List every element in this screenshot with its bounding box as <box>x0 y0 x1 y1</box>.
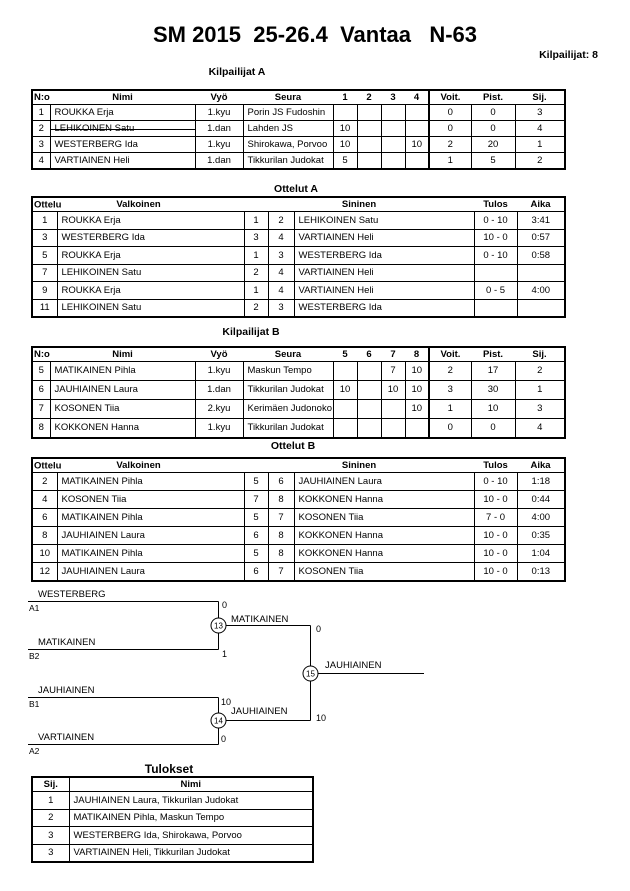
table-cell: 6 <box>32 509 57 527</box>
column-header: Vyö <box>195 90 243 105</box>
table-cell: ROUKKA Erja <box>50 105 195 121</box>
table-cell: 2 <box>429 362 471 381</box>
table-cell: 10 <box>333 121 357 137</box>
column-header-sininen: Sininen <box>244 197 474 212</box>
table-cell: 0 <box>471 105 515 121</box>
column-header: Nimi <box>50 347 195 362</box>
matches-a-title: Ottelut A <box>274 183 318 195</box>
table-cell: WESTERBERG Ida <box>57 229 244 247</box>
table-cell: 12 <box>32 563 57 581</box>
column-header <box>32 197 244 212</box>
table-row <box>32 121 565 137</box>
table-cell: 5 <box>471 153 515 169</box>
table-cell: 3 <box>268 247 294 265</box>
bracket-match-number: 14 <box>214 716 223 726</box>
table-cell: 3 <box>515 105 565 121</box>
table-cell: JAUHIAINEN Laura <box>57 527 244 545</box>
column-header: Voit. <box>429 347 471 362</box>
bracket-winner-name: JAUHIAINEN <box>231 706 288 717</box>
table-cell: 5 <box>244 473 268 491</box>
column-header: N:o <box>34 348 50 360</box>
table-cell <box>357 400 381 419</box>
table-cell: 4 <box>268 229 294 247</box>
table-cell: 10 <box>333 137 357 153</box>
competitors-count-label: Kilpailijat: 8 <box>539 49 598 61</box>
table-row <box>32 491 565 509</box>
table-cell: 2 <box>429 137 471 153</box>
table-cell: MATIKAINEN Pihla <box>57 509 244 527</box>
table-cell: 10 <box>405 137 429 153</box>
bracket-seed-label: A1 <box>29 603 40 613</box>
table-cell: 10 - 0 <box>474 527 517 545</box>
table-cell: 0 <box>429 419 471 438</box>
table-cell: 3 <box>429 381 471 400</box>
table-cell <box>474 264 517 282</box>
table-cell <box>381 137 405 153</box>
table-cell: VARTIAINEN Heli <box>50 153 195 169</box>
table-cell: KOSONEN Tiia <box>294 509 474 527</box>
table-cell <box>474 299 517 317</box>
table-cell: LEHIKOINEN Satu <box>57 299 244 317</box>
column-header-ottelu: Ottelu <box>34 198 62 210</box>
table-cell: 0 - 5 <box>474 282 517 300</box>
table-cell: KOKKONEN Hanna <box>294 491 474 509</box>
table-cell: ROUKKA Erja <box>57 212 244 230</box>
table-cell <box>381 400 405 419</box>
table-cell <box>381 419 405 438</box>
table-cell: 1:18 <box>517 473 565 491</box>
table-cell: VARTIAINEN Heli <box>294 229 474 247</box>
table-cell: 5 <box>32 362 50 381</box>
table-cell: 0 <box>471 419 515 438</box>
table-cell: KOSONEN Tiia <box>50 400 195 419</box>
table-row <box>32 264 565 282</box>
column-header: Vyö <box>195 347 243 362</box>
table-cell: 10 <box>32 545 57 563</box>
table-cell: 0 - 10 <box>474 212 517 230</box>
column-header: N:o <box>34 91 50 103</box>
table-row <box>32 509 565 527</box>
table-cell: 3 <box>244 229 268 247</box>
pool-b-table <box>31 346 566 439</box>
table-cell: JAUHIAINEN Laura <box>294 473 474 491</box>
column-header-valkoinen: Valkoinen <box>116 198 161 210</box>
table-cell: 10 <box>333 381 357 400</box>
elimination-bracket <box>0 583 630 778</box>
matches-b-title: Ottelut B <box>270 440 316 452</box>
table-cell <box>357 419 381 438</box>
table-cell: LEHIKOINEN Satu <box>294 212 474 230</box>
table-cell <box>405 419 429 438</box>
table-cell: VARTIAINEN Heli <box>294 282 474 300</box>
table-cell: 5 <box>244 545 268 563</box>
matches-b-header <box>32 458 565 473</box>
table-cell: 3 <box>32 844 69 862</box>
results-table <box>31 776 314 863</box>
table-cell: 4:00 <box>517 282 565 300</box>
table-cell: 4 <box>515 419 565 438</box>
table-cell: Tikkurilan Judokat <box>243 419 333 438</box>
table-cell: 1.kyu <box>195 419 243 438</box>
table-cell: 5 <box>333 153 357 169</box>
table-cell: 3:41 <box>517 212 565 230</box>
bracket-player-name: MATIKAINEN <box>38 637 96 648</box>
results-header <box>32 777 313 792</box>
table-cell: 10 - 0 <box>474 229 517 247</box>
table-cell: 17 <box>471 362 515 381</box>
table-row <box>32 247 565 265</box>
table-cell <box>333 105 357 121</box>
bracket-winner-name: MATIKAINEN <box>231 614 289 625</box>
table-cell: 1.dan <box>195 381 243 400</box>
table-cell <box>357 121 381 137</box>
table-cell: 0:13 <box>517 563 565 581</box>
table-cell: ROUKKA Erja <box>57 282 244 300</box>
table-cell <box>333 400 357 419</box>
column-header: 8 <box>405 347 429 362</box>
column-header: 7 <box>381 347 405 362</box>
table-row <box>32 809 313 827</box>
table-cell: 1 <box>32 105 50 121</box>
table-cell: 10 <box>471 400 515 419</box>
table-cell <box>357 362 381 381</box>
table-cell: KOKKONEN Hanna <box>294 527 474 545</box>
table-cell: WESTERBERG Ida <box>294 299 474 317</box>
column-header-tulos: Tulos <box>474 458 517 473</box>
table-row <box>32 844 313 862</box>
column-header-sij: Sij. <box>32 777 69 792</box>
table-cell: 7 <box>268 563 294 581</box>
column-header <box>32 458 244 473</box>
table-cell <box>381 121 405 137</box>
table-cell: 10 <box>405 400 429 419</box>
table-cell <box>357 381 381 400</box>
table-cell: 2 <box>268 212 294 230</box>
table-cell: 1.dan <box>195 121 243 137</box>
column-header: Sij. <box>515 347 565 362</box>
matches-a-table <box>31 196 566 318</box>
table-cell: ROUKKA Erja <box>57 247 244 265</box>
table-row <box>32 381 565 400</box>
table-cell: 0 <box>429 121 471 137</box>
pool-b-header <box>32 347 565 362</box>
table-cell: KOSONEN Tiia <box>294 563 474 581</box>
table-cell: 5 <box>244 509 268 527</box>
table-cell: 7 <box>32 264 57 282</box>
table-cell: 0:44 <box>517 491 565 509</box>
table-cell: 4 <box>268 282 294 300</box>
table-row <box>32 153 565 169</box>
column-header-aika: Aika <box>517 458 565 473</box>
table-cell: 10 <box>405 381 429 400</box>
pool-a-title: Kilpailijat A <box>208 66 266 78</box>
table-cell: MATIKAINEN Pihla <box>57 473 244 491</box>
table-cell: 2.kyu <box>195 400 243 419</box>
table-cell: VARTIAINEN Heli, Tikkurilan Judokat <box>69 844 313 862</box>
table-cell: 4 <box>32 491 57 509</box>
table-cell: Tikkurilan Judokat <box>243 153 333 169</box>
table-cell <box>381 153 405 169</box>
table-cell: 10 - 0 <box>474 545 517 563</box>
table-row <box>32 545 565 563</box>
bracket-score: 0 <box>222 600 228 610</box>
bracket-score: 10 <box>221 697 232 707</box>
table-row <box>32 362 565 381</box>
table-cell: 1 <box>32 212 57 230</box>
column-header: 2 <box>357 90 381 105</box>
table-cell: JAUHIAINEN Laura, Tikkurilan Judokat <box>69 792 313 810</box>
table-row <box>32 400 565 419</box>
table-row <box>32 137 565 153</box>
table-cell: 1 <box>429 400 471 419</box>
table-cell: 9 <box>32 282 57 300</box>
table-cell: 7 <box>381 362 405 381</box>
column-header: 3 <box>381 90 405 105</box>
pool-a-header <box>32 90 565 105</box>
bracket-match-number: 15 <box>306 669 315 679</box>
table-row <box>32 282 565 300</box>
table-cell: 8 <box>268 491 294 509</box>
table-cell: MATIKAINEN Pihla, Maskun Tempo <box>69 809 313 827</box>
table-row <box>32 419 565 438</box>
table-row <box>32 527 565 545</box>
column-header: Pist. <box>471 90 515 105</box>
table-cell: 1 <box>515 137 565 153</box>
table-cell: 1.dan <box>195 153 243 169</box>
column-header-ottelu: Ottelu <box>34 459 62 471</box>
table-cell: 1:04 <box>517 545 565 563</box>
table-row <box>32 299 565 317</box>
table-row <box>32 792 313 810</box>
table-cell: 7 <box>32 400 50 419</box>
table-cell: 11 <box>32 299 57 317</box>
table-cell: 8 <box>32 419 50 438</box>
table-cell: 3 <box>32 137 50 153</box>
table-cell: 0 - 10 <box>474 247 517 265</box>
table-cell: 1.kyu <box>195 362 243 381</box>
table-cell: Shirokawa, Porvoo <box>243 137 333 153</box>
column-header: Pist. <box>471 347 515 362</box>
table-cell: LEHIKOINEN Satu <box>57 264 244 282</box>
table-cell: KOSONEN Tiia <box>57 491 244 509</box>
table-cell: 7 <box>244 491 268 509</box>
table-cell: 3 <box>515 400 565 419</box>
table-cell: 0 - 10 <box>474 473 517 491</box>
table-cell: 4 <box>32 153 50 169</box>
table-cell: 4 <box>268 264 294 282</box>
table-cell: MATIKAINEN Pihla <box>57 545 244 563</box>
bracket-score: 0 <box>221 734 227 744</box>
table-cell: Tikkurilan Judokat <box>243 381 333 400</box>
bracket-seed-label: B2 <box>29 651 40 661</box>
table-cell: 1 <box>244 212 268 230</box>
table-cell <box>333 419 357 438</box>
column-header: Voit. <box>429 90 471 105</box>
table-cell: 0 <box>429 105 471 121</box>
bracket-champion-name: JAUHIAINEN <box>325 660 382 671</box>
table-cell <box>517 299 565 317</box>
table-cell: WESTERBERG Ida <box>294 247 474 265</box>
table-cell <box>333 362 357 381</box>
table-row <box>32 105 565 121</box>
table-cell: 1 <box>244 282 268 300</box>
table-cell: WESTERBERG Ida, Shirokawa, Porvoo <box>69 827 313 845</box>
column-header: 5 <box>333 347 357 362</box>
column-header-tulos: Tulos <box>474 197 517 212</box>
table-cell: 2 <box>244 299 268 317</box>
table-cell: JAUHIAINEN Laura <box>57 563 244 581</box>
table-cell: 6 <box>32 381 50 400</box>
table-cell: 2 <box>32 809 69 827</box>
column-header-valkoinen: Valkoinen <box>116 459 161 471</box>
pool-b-title: Kilpailijat B <box>222 326 280 338</box>
column-header-aika: Aika <box>517 197 565 212</box>
table-cell: 6 <box>244 563 268 581</box>
table-cell: 30 <box>471 381 515 400</box>
column-header: Sij. <box>515 90 565 105</box>
bracket-player-name: VARTIAINEN <box>38 732 95 743</box>
table-cell: 0:35 <box>517 527 565 545</box>
table-cell <box>405 121 429 137</box>
bracket-player-name: JAUHIAINEN <box>38 685 95 696</box>
table-cell <box>517 264 565 282</box>
matches-a-header <box>32 197 565 212</box>
table-cell: 5 <box>32 247 57 265</box>
table-cell <box>357 153 381 169</box>
table-cell: 1 <box>429 153 471 169</box>
bracket-score: 0 <box>316 624 322 634</box>
table-cell: 7 - 0 <box>474 509 517 527</box>
page-title: SM 2015 25-26.4 Vantaa N-63 <box>152 22 478 47</box>
table-cell: KOKKONEN Hanna <box>50 419 195 438</box>
table-cell: 3 <box>32 827 69 845</box>
table-cell: 0:57 <box>517 229 565 247</box>
bracket-seed-label: A2 <box>29 746 40 756</box>
table-cell: 2 <box>515 153 565 169</box>
table-row <box>32 212 565 230</box>
bracket-score: 10 <box>316 713 327 723</box>
table-cell: 10 <box>381 381 405 400</box>
table-cell: 2 <box>32 473 57 491</box>
table-cell: LEHIKOINEN Satu <box>50 121 195 137</box>
table-cell: 2 <box>244 264 268 282</box>
table-cell: VARTIAINEN Heli <box>294 264 474 282</box>
table-cell: 1 <box>244 247 268 265</box>
table-cell: 6 <box>244 527 268 545</box>
table-cell <box>405 105 429 121</box>
table-cell: 2 <box>32 121 50 137</box>
table-cell: 7 <box>268 509 294 527</box>
table-row <box>32 473 565 491</box>
table-cell: Porin JS Fudoshin <box>243 105 333 121</box>
table-cell: 10 - 0 <box>474 563 517 581</box>
table-cell: 10 <box>405 362 429 381</box>
table-cell: Lahden JS <box>243 121 333 137</box>
results-title: Tulokset <box>144 762 194 776</box>
table-cell: Maskun Tempo <box>243 362 333 381</box>
table-cell: KOKKONEN Hanna <box>294 545 474 563</box>
column-header: Seura <box>243 90 333 105</box>
table-cell: 4:00 <box>517 509 565 527</box>
column-header: 4 <box>405 90 429 105</box>
column-header: Seura <box>243 347 333 362</box>
table-cell <box>357 137 381 153</box>
table-cell: MATIKAINEN Pihla <box>50 362 195 381</box>
table-cell: JAUHIAINEN Laura <box>50 381 195 400</box>
table-cell: 2 <box>515 362 565 381</box>
table-cell: 10 - 0 <box>474 491 517 509</box>
table-row <box>32 563 565 581</box>
column-header-nimi: Nimi <box>69 777 313 792</box>
table-cell <box>405 153 429 169</box>
table-cell <box>357 105 381 121</box>
table-cell <box>381 105 405 121</box>
table-cell: 1 <box>32 792 69 810</box>
table-cell: 3 <box>32 229 57 247</box>
column-header-sininen: Sininen <box>244 458 474 473</box>
pool-a-table <box>31 89 566 170</box>
table-cell: 4 <box>515 121 565 137</box>
column-header: 1 <box>333 90 357 105</box>
table-row <box>32 827 313 845</box>
table-cell: 20 <box>471 137 515 153</box>
table-cell: 6 <box>268 473 294 491</box>
table-cell: 0 <box>471 121 515 137</box>
table-cell: 1 <box>515 381 565 400</box>
table-row <box>32 229 565 247</box>
bracket-player-name: WESTERBERG <box>38 589 106 600</box>
table-cell: 1.kyu <box>195 105 243 121</box>
table-cell: WESTERBERG Ida <box>50 137 195 153</box>
bracket-seed-label: B1 <box>29 699 40 709</box>
table-cell: 0:58 <box>517 247 565 265</box>
column-header: Nimi <box>50 90 195 105</box>
table-cell: Kerimäen Judonoko <box>243 400 333 419</box>
table-cell: 8 <box>268 527 294 545</box>
table-cell: 8 <box>32 527 57 545</box>
table-cell: 1.kyu <box>195 137 243 153</box>
bracket-score: 1 <box>222 649 228 659</box>
column-header: 6 <box>357 347 381 362</box>
table-cell: 8 <box>268 545 294 563</box>
matches-b-table <box>31 457 566 582</box>
bracket-match-number: 13 <box>214 621 223 631</box>
table-cell: 3 <box>268 299 294 317</box>
